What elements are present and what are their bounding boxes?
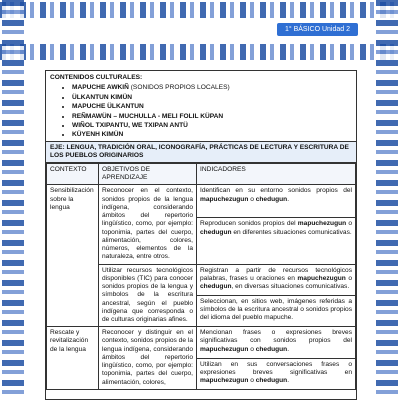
cultural-content-item: • ÜLKANTUN KIMÜN (72, 94, 352, 102)
indicator-cell: Seleccionan, en sitios web, imágenes referidas a símbolos de la escritura ancestral o sonidos propios del idioma del pueblo mapuche. (197, 295, 356, 326)
cultural-content-item: • WIÑOL TXIPANTU, WE TXIPAN ANTÜ (72, 122, 352, 130)
upper-pattern-band (0, 44, 400, 60)
indicator-cell: Identifican en su entorno sonidos propios del mapuchezugun o chedugun. (197, 185, 356, 218)
axis-heading: EJE: LENGUA, TRADICIÓN ORAL, ICONOGRAFÍA, PRÁCTICAS DE LECTURA Y ESCRITURA DE LOS PUEBLOS ORIGINARIOS (46, 142, 356, 163)
context-cell: Rescate y revitalización de la lengua (47, 327, 99, 390)
cultural-contents-box (46, 71, 356, 142)
table-header-row (47, 164, 356, 185)
header-indicators: INDICADORES (197, 164, 356, 185)
objective-cell: Utilizar recursos tecnológicos disponibles (TIC) para conocer sonidos propios de la lengua y símbolos de la escritura ancestral, según el pueblo indígena que corresponda o de culturas originarias afines. (99, 264, 197, 327)
cultural-content-item: • KÜYENH KIMÜN (72, 131, 352, 139)
header-objectives: OBJETIVOS DE APRENDIZAJE (99, 164, 197, 185)
cultural-content-item: • MAPUCHE ÜLKANTUN (72, 103, 352, 111)
curriculum-table (46, 163, 356, 390)
cultural-content-item: • MAPUCHE AWKIÑ (SONIDOS PROPIOS LOCALES) (72, 84, 352, 92)
indicator-cell: Utilizan en sus conversaciones frases o expresiones breves significativas en mapuchezugun o chedugun. (197, 358, 356, 389)
indicator-cell: Mencionan frases o expresiones breves significativas con sonidos propios del mapuchezugun o chedugun. (197, 327, 356, 358)
cultural-content-item: • REÑMAWÜN – MUCHULLA - MELI FOLIL KÜPAN (72, 113, 352, 121)
unit-badge: 1° BÁSICO Unidad 2 (277, 23, 358, 36)
top-pattern-band (0, 2, 400, 18)
objective-cell: Reconocer y distinguir en el contexto, sonidos propios de la lengua indígena, considerando ámbitos del repertorio lingüístico, como, por ejemplo: toponimia, partes del cuerpo, alimentación, colores, (99, 327, 197, 390)
cultural-contents-title: CONTENIDOS CULTURALES: (50, 74, 143, 81)
left-pattern-band (2, 0, 24, 400)
objective-cell: Reconocer en el contexto, sonidos propios de la lengua indígena, considerando ámbitos del repertorio lingüístico, como, por ejemplo: toponimia, partes del cuerpo, alimentación, colores, números, elementos de la naturaleza, entre otros. (99, 185, 197, 264)
table-row (47, 327, 356, 358)
document-page (45, 70, 357, 400)
right-pattern-band (376, 0, 398, 400)
header-context: CONTEXTO (47, 164, 99, 185)
indicator-cell: Reproducen sonidos propios del mapuchezugun o chedugun en diferentes situaciones comunicativas. (197, 218, 356, 264)
table-row (47, 185, 356, 218)
cultural-contents-list (50, 84, 352, 139)
context-cell: Sensibilización sobre la lengua (47, 185, 99, 327)
indicator-cell: Registran a partir de recursos tecnológicos palabras, frases u oraciones en mapuchezugun o chedugun, en diversas situaciones comunicativas. (197, 264, 356, 295)
